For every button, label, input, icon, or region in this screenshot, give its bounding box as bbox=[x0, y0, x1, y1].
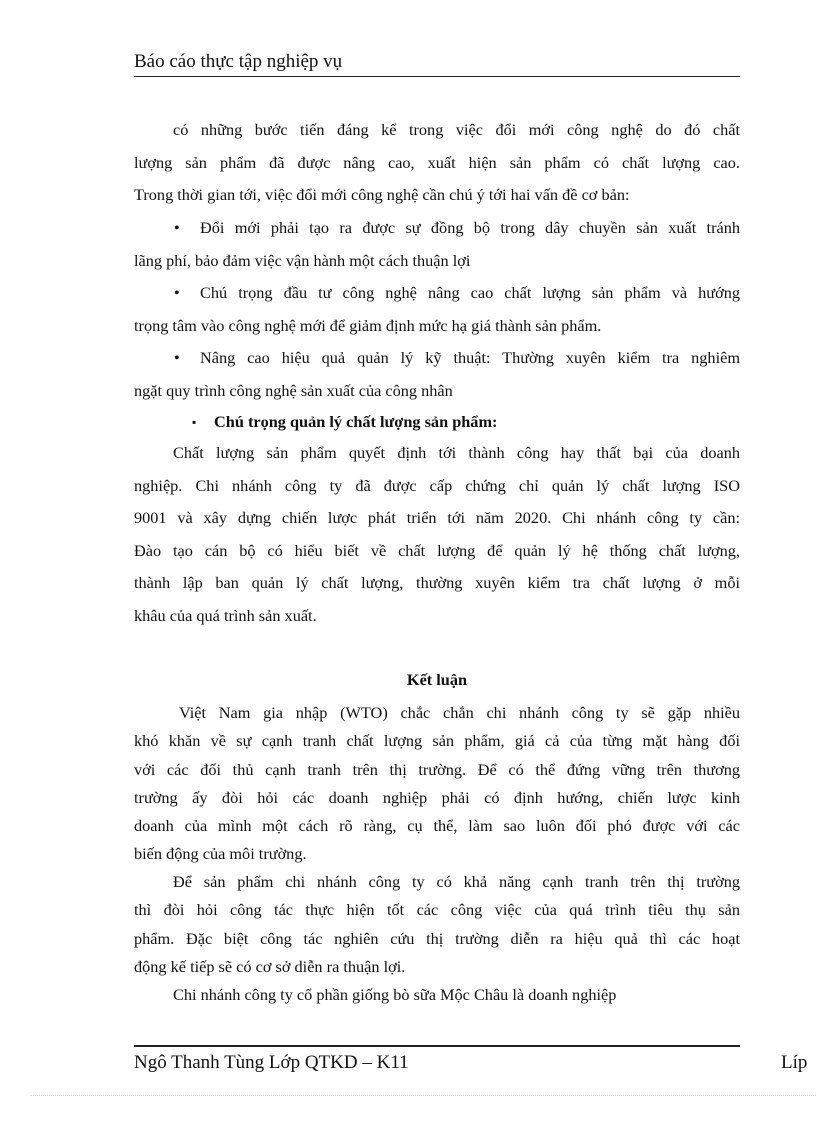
text-line: Để sản phẩm chi nhánh công ty có khả năng cạnh tranh trên thị trường bbox=[173, 872, 740, 891]
text-line: Việt Nam gia nhập (WTO) chắc chắn chi nhánh công ty sẽ gặp nhiều bbox=[179, 703, 740, 722]
page-bottom-divider bbox=[30, 1095, 816, 1096]
text-line: nghiệp. Chi nhánh công ty đã được cấp chứng chỉ quản lý chất lượng ISO bbox=[134, 475, 740, 495]
bullet-text: Nâng cao hiệu quả quản lý kỹ thuật: Thường xuyên kiểm tra nghiêm bbox=[200, 348, 740, 367]
conclusion-paragraph-2 bbox=[134, 868, 740, 981]
page-header bbox=[134, 50, 740, 77]
text-line: trường ấy đòi hỏi các doanh nghiệp phải có định hướng, chiến lược kinh bbox=[134, 787, 740, 807]
text-line: Chi nhánh công ty cổ phần giống bò sữa Mộc Châu là doanh nghiệp bbox=[173, 985, 617, 1004]
bullet-list bbox=[134, 212, 740, 407]
text-line: lượng sản phẩm đã được nâng cao, xuất hiện sản phẩm có chất lượng cao. bbox=[134, 152, 740, 172]
bullet-text: Đổi mới phải tạo ra được sự đồng bộ trong dây chuyền sản xuất tránh bbox=[200, 218, 740, 237]
bullet-item bbox=[134, 342, 740, 375]
text-line: Đào tạo cán bộ có hiểu biết về chất lượng để quản lý hệ thống chất lượng, bbox=[134, 540, 740, 560]
quality-paragraph bbox=[134, 437, 740, 632]
text-line: phẩm. Đặc biệt công tác nghiên cứu thị trường diễn ra hiệu quả thì các hoạt bbox=[134, 928, 740, 948]
subheading-line bbox=[134, 406, 740, 438]
bullet-text-continued: lãng phí, bảo đảm việc vận hành một cách thuận lợi bbox=[134, 250, 471, 270]
bullet-item bbox=[134, 212, 740, 245]
text-line: Trong thời gian tới, việc đổi mới công nghệ cần chú ý tới hai vấn đề cơ bản: bbox=[134, 185, 630, 205]
header-title: Báo cáo thực tập nghiệp vụ bbox=[134, 51, 343, 72]
conclusion-paragraph-1 bbox=[134, 699, 740, 869]
square-bullet-icon: ▪ bbox=[192, 415, 197, 429]
subheading bbox=[134, 406, 740, 438]
conclusion-paragraph-3 bbox=[134, 981, 740, 1009]
text-line: khó khăn về sự cạnh tranh chất lượng sản phẩm, giá cả của từng mặt hàng đối bbox=[134, 731, 740, 751]
text-line: thành lập ban quản lý chất lượng, thường xuyên kiểm tra chất lượng ở mỗi bbox=[134, 573, 740, 592]
footer-author: Ngô Thanh Tùng Lớp QTKD – K11 bbox=[134, 1052, 409, 1073]
text-line: 9001 và xây dựng chiến lược phát triển tới năm 2020. Chi nhánh công ty cần: bbox=[134, 508, 740, 527]
intro-paragraph bbox=[134, 114, 740, 212]
text-line: khâu của quá trình sản xuất. bbox=[134, 605, 317, 625]
footer-right-text: Líp bbox=[781, 1052, 808, 1073]
text-line: với các đối thủ cạnh tranh trên thị trường. Để có thể đứng vững trên thương bbox=[134, 759, 740, 779]
text-line: thì đòi hỏi công tác thực hiện tốt các công việc của quá trình tiêu thụ sản bbox=[134, 900, 740, 920]
bullet-icon: • bbox=[174, 348, 180, 367]
conclusion-heading: Kết luận bbox=[406, 670, 468, 689]
text-line: doanh của mình một cách rõ ràng, cụ thể, làm sao luôn đối phó được với các bbox=[134, 816, 740, 836]
text-line: có những bước tiến đáng kể trong việc đổi mới công nghệ do đó chất bbox=[173, 120, 740, 139]
bullet-item bbox=[134, 277, 740, 310]
bullet-text-continued: ngặt quy trình công nghệ sản xuất của công nhân bbox=[134, 380, 453, 400]
subheading-text: Chú trọng quản lý chất lượng sản phẩm: bbox=[214, 412, 498, 431]
text-line: biến động của môi trường. bbox=[134, 844, 307, 864]
bullet-text-continued: trọng tâm vào công nghệ mới để giảm định mức hạ giá thành sản phẩm. bbox=[134, 315, 602, 335]
bullet-icon: • bbox=[174, 283, 180, 302]
bullet-icon: • bbox=[174, 218, 180, 237]
conclusion-title bbox=[134, 667, 740, 693]
text-line: Chất lượng sản phẩm quyết định tới thành công hay thất bại của doanh bbox=[173, 443, 740, 462]
bullet-text: Chú trọng đầu tư công nghệ nâng cao chất lượng sản phẩm và hướng bbox=[200, 283, 740, 302]
text-line: động kế tiếp sẽ có cơ sở diễn ra thuận lợi. bbox=[134, 956, 406, 976]
footer-divider bbox=[134, 1045, 740, 1047]
